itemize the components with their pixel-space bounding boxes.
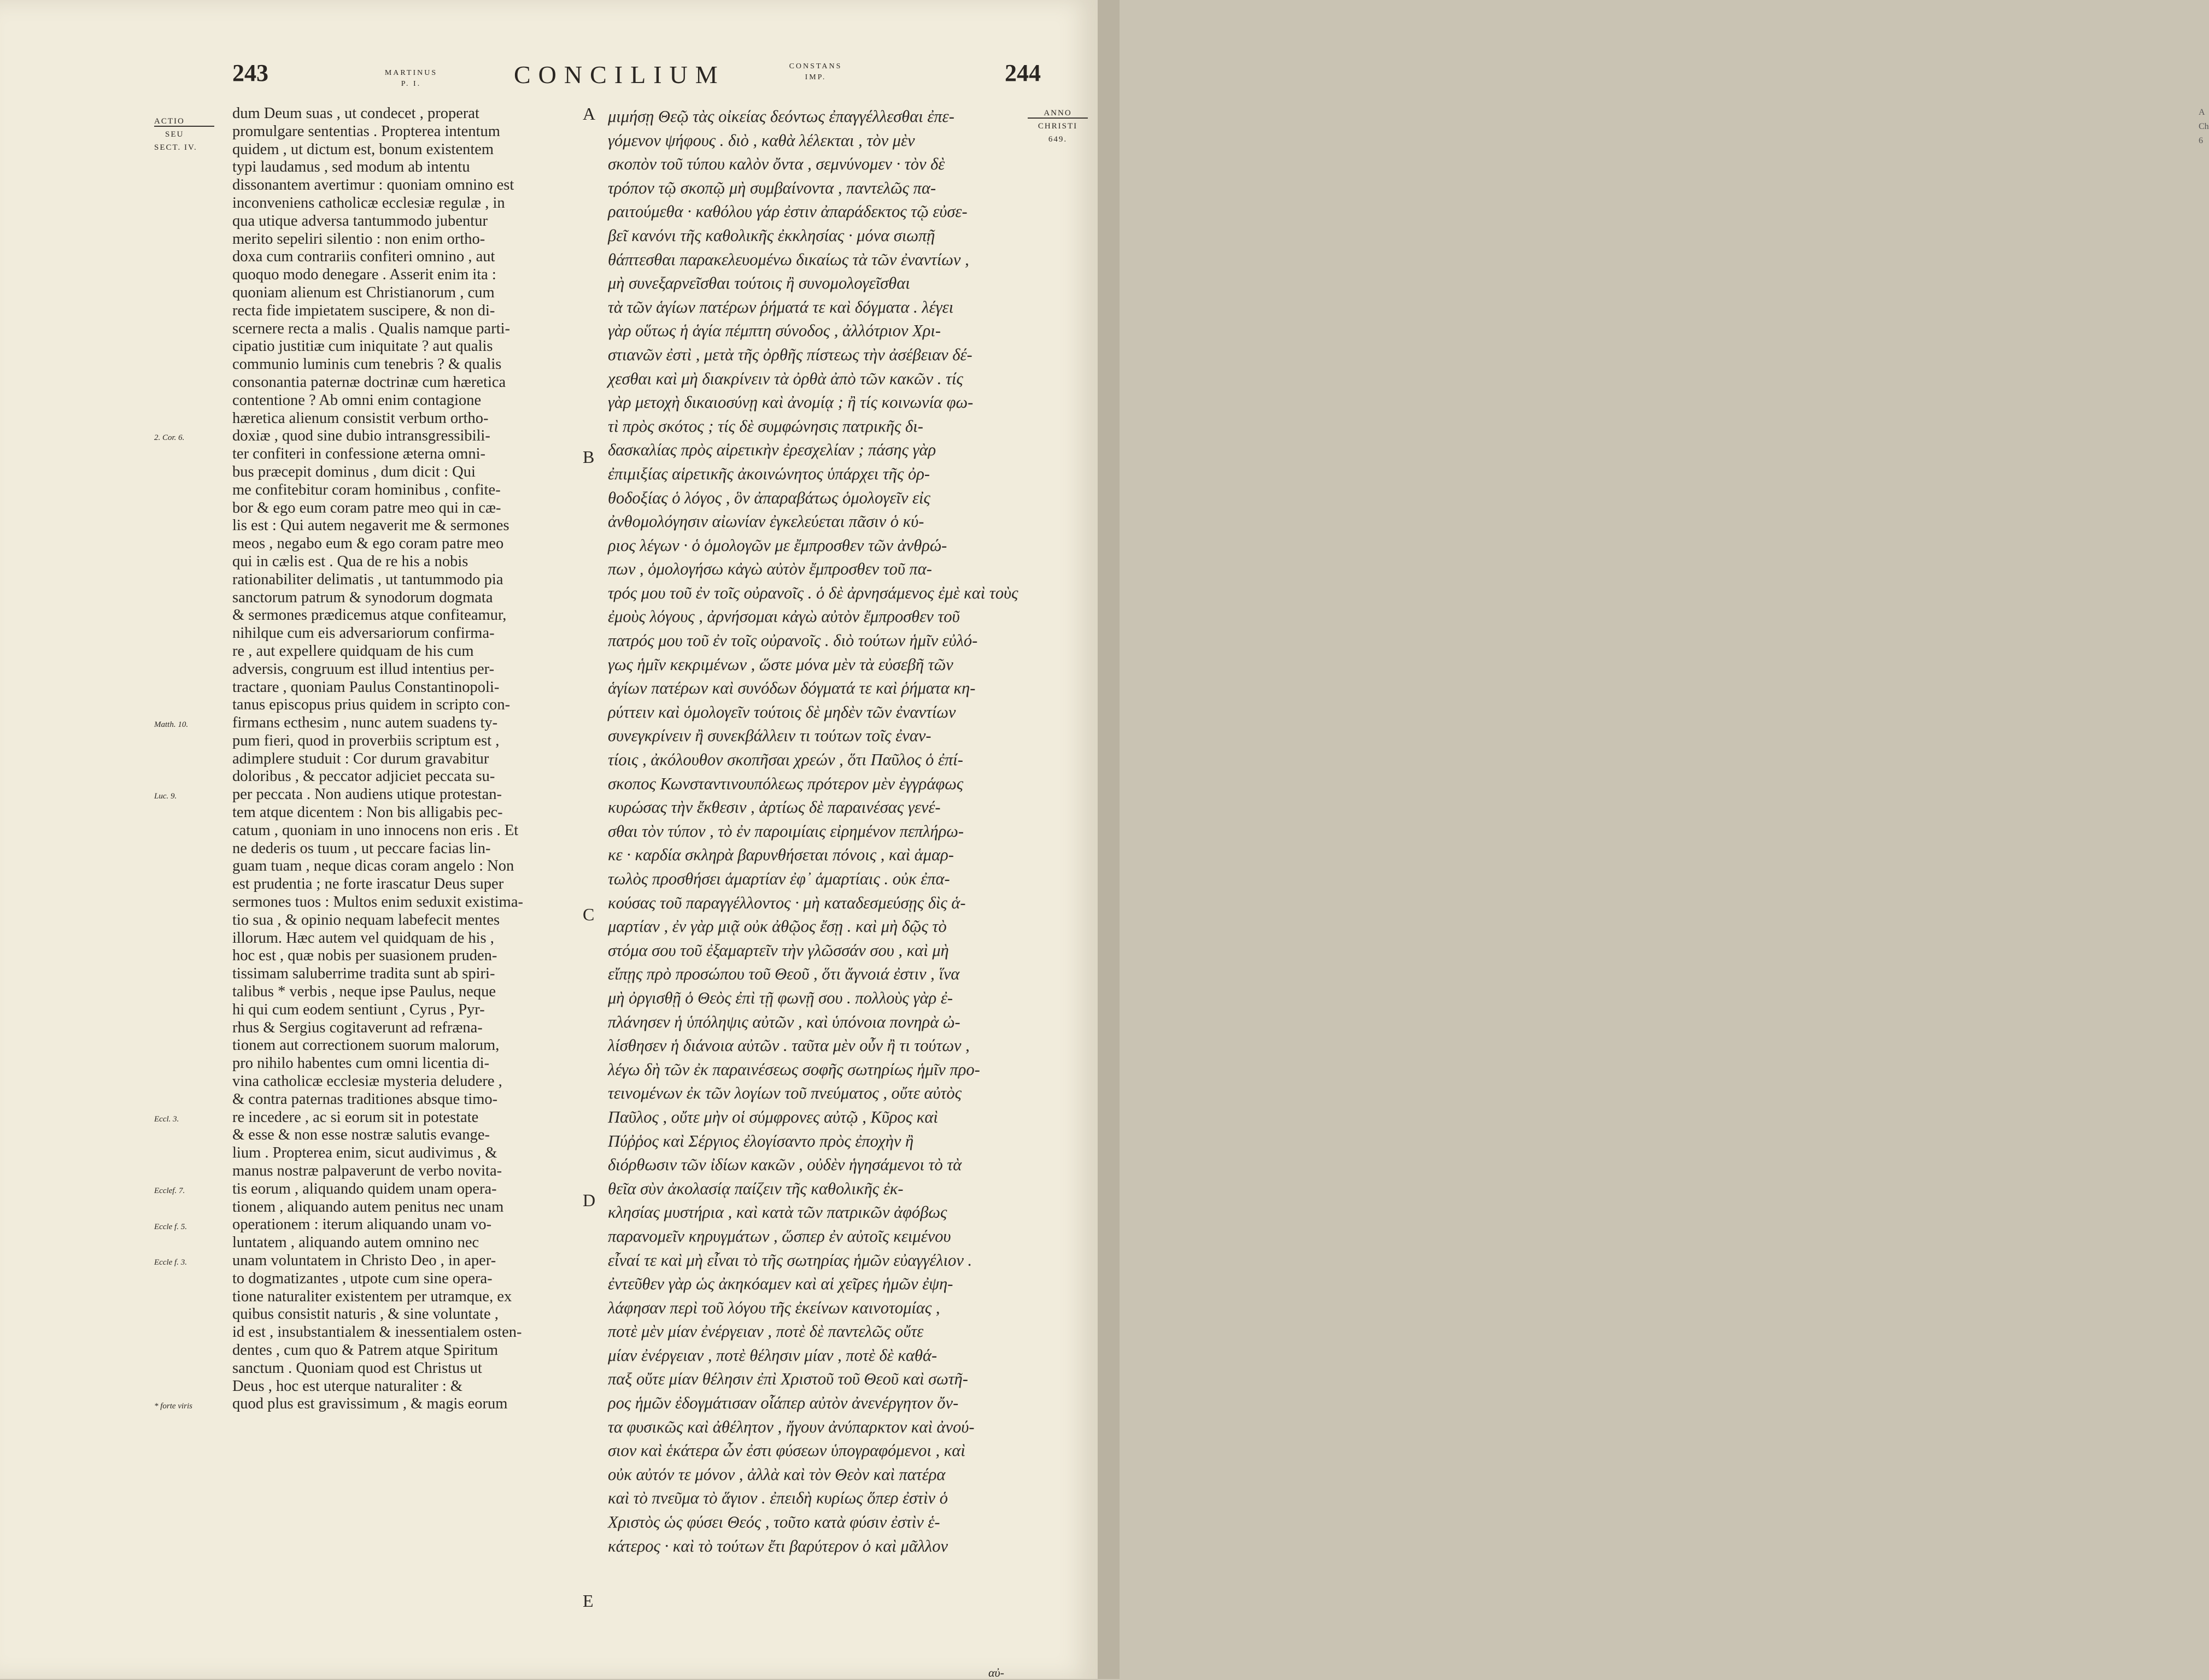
latin-line: ne dederis os tuum , ut peccare facias lin- (232, 839, 491, 857)
header-left-small-line: P. I. (401, 80, 421, 88)
greek-line: τὰ τῶν ἁγίων πατέρων ῥήματά τε καὶ δόγματα . λέγει (608, 297, 954, 316)
latin-line: unam voluntatem in Christo Deo , in aper- (232, 1252, 496, 1269)
greek-line: ποτὲ μὲν μίαν ἐνέργειαν , ποτὲ δὲ παντελῶς οὔτε (608, 1322, 924, 1341)
facing-page-edge (1098, 0, 2209, 1679)
latin-line: doloribus , & peccator adjiciet peccata su- (232, 768, 495, 785)
latin-line: promulgare sententias . Propterea intentum (232, 122, 500, 140)
greek-line: γόμενον ψήφους . διὸ , καθὰ λέλεκται , τὸν μὲν (608, 131, 915, 150)
greek-line: σκοπος Κωνσταντινουπόλεως πρότερον μὲν ἐγγράφως (608, 774, 964, 793)
greek-line: λίσθησεν ἡ διάνοια αὐτῶν . ταῦτα μὲν οὖν ἢ τι τούτων , (608, 1036, 970, 1055)
acta-margin-heading (154, 115, 197, 154)
latin-line: sermones tuos : Multos enim seduxit existima- (232, 894, 523, 911)
acta-line: ACTIO (154, 117, 185, 126)
latin-line: & sermones prædicemus atque confiteamur, (232, 607, 507, 624)
latin-line: & contra paternas traditiones absque timo- (232, 1090, 498, 1108)
latin-line: adimplere studuit : Cor durum gravabitur (232, 750, 489, 767)
latin-line: re , aut expellere quidquam de his cum (232, 642, 474, 660)
greek-line: στιανῶν ἐστὶ , μετὰ τῆς ὀρθῆς πίστεως τὴν ἀσέβειαν δέ- (608, 345, 972, 364)
latin-line: scernere recta a malis . Qualis namque parti- (232, 320, 511, 337)
acta-line: SECT. IV. (154, 143, 197, 152)
latin-line: contentione ? Ab omni enim contagione (232, 391, 482, 409)
section-marker-letter: A (583, 104, 596, 124)
header-right-small-line: CONSTANS (789, 62, 842, 71)
latin-line: tione naturaliter existentem per utramque, ex (232, 1288, 512, 1305)
latin-line: firmans ecthesim , nunc autem suadens ty- (232, 714, 498, 732)
greek-line: Πύῤῥος καὶ Σέργιος ἐλογίσαντο πρὸς ἐποχὴν ἢ (608, 1131, 914, 1150)
anno-line: CHRISTI (1038, 122, 1078, 131)
latin-line: inconveniens catholicæ ecclesiæ regulæ , in (232, 194, 505, 212)
latin-line: ter confiteri in confessione æterna omni- (232, 445, 485, 463)
header-right-small-line: IMP. (805, 73, 827, 81)
greek-line: τωλὸς προσθήσει ἁμαρτίαν ἐφ᾽ ἁμαρτίαις . οὐκ ἐπα- (608, 870, 950, 888)
edge-letter: A (2199, 108, 2205, 117)
latin-line: tem atque dicentem : Non bis alligabis pec- (232, 804, 503, 821)
latin-line: manus nostræ palpaverunt de verbo novita- (232, 1162, 502, 1180)
latin-line: me confitebitur coram hominibus , confite- (232, 481, 501, 498)
scripture-reference-note: Matth. 10. (154, 720, 189, 730)
latin-line: per peccata . Non audiens utique protestan- (232, 786, 502, 803)
latin-line: talibus * verbis , neque ipse Paulus, neque (232, 983, 496, 1001)
greek-line: πατρός μου τοῦ ἐν τοῖς οὐρανοῖς . διὸ τούτων ἡμῖν εὐλό- (608, 631, 978, 650)
greek-line: βεῖ κανόνι τῆς καθολικῆς ἐκκλησίας · μόνα σιωπῇ (608, 226, 935, 245)
greek-line: ριος λέγων · ὁ ὁμολογῶν με ἔμπροσθεν τῶν ἀνθρώ- (608, 536, 947, 555)
latin-line: tanus episcopus prius quidem in scripto con- (232, 696, 511, 714)
greek-line: καὶ τὸ πνεῦμα τὸ ἅγιον . ἐπειδὴ κυρίως ὅπερ ἐστὶν ὁ (608, 1489, 948, 1508)
edge-letter: 6 (2199, 136, 2203, 145)
latin-line: quoniam alienum est Christianorum , cum (232, 284, 495, 301)
greek-line: παρανομεῖν κηρυγμάτων , ὥσπερ ἐν αὐτοῖς κειμένου (608, 1226, 951, 1246)
greek-line: ἐντεῦθεν γὰρ ὡς ἀκηκόαμεν καὶ αἱ χεῖρες ἡμῶν ἐψη- (608, 1274, 953, 1294)
greek-line: Παῦλος , οὔτε μὴν οἱ σύμφρονες αὐτῷ , Κῦρος καὶ (608, 1107, 938, 1126)
scripture-reference-note: Eccle f. 5. (154, 1222, 187, 1231)
greek-line: εἴπῃς πρὸ προσώπου τοῦ Θεοῦ , ὅτι ἄγνοιά ἐστιν , ἵνα (608, 965, 960, 984)
greek-line: χεσθαι καὶ μὴ διακρίνειν τὰ ὀρθὰ ἀπὸ τῶν κακῶν . τίς (608, 369, 963, 388)
latin-line: hæretica alienum consistit verbum ortho- (232, 409, 489, 427)
latin-line: tionem , aliquando autem penitus nec unam (232, 1198, 504, 1215)
greek-line: γὰρ μετοχὴ δικαιοσύνῃ καὶ ἀνομίᾳ ; ἢ τίς κοινωνία φω- (608, 393, 974, 412)
scripture-reference-note: 2. Cor. 6. (154, 433, 185, 443)
greek-line: ρύττειν καὶ ὁμολογεῖν τούτοις δὲ μηδὲν τῶν ἐναντίων (608, 702, 956, 721)
greek-line: τὶ πρὸς σκότος ; τίς δὲ συμφώνησις πατρικῆς δι- (608, 416, 923, 436)
latin-line: operationem : iterum aliquando unam vo- (232, 1216, 492, 1233)
latin-line: sanctorum patrum & synodorum dogmata (232, 589, 493, 606)
latin-line: bus præcepit dominus , dum dicit : Qui (232, 463, 476, 480)
greek-line: κυρώσας τὴν ἔκθεσιν , ἀρτίως δὲ παραινέσας γενέ- (608, 798, 941, 817)
latin-line: quibus consistit naturis , & sine voluntate , (232, 1306, 499, 1323)
latin-line: Deus , hoc est uterque naturaliter : & (232, 1377, 463, 1395)
latin-text-column (232, 105, 574, 1413)
greek-line: στόμα σου τοῦ ἐξαμαρτεῖν τὴν γλῶσσάν σου , καὶ μὴ (608, 941, 949, 960)
latin-line: rhus & Sergius cogitaverunt ad refræna- (232, 1019, 483, 1036)
latin-line: tio sua , & opinio nequam labefecit mentes (232, 911, 500, 929)
section-marker-letter: B (583, 447, 595, 467)
latin-line: catum , quoniam in uno innocens non eris . Et (232, 821, 519, 839)
header-left-small (378, 68, 444, 90)
latin-line: bor & ego eum coram patre meo qui in cæ- (232, 499, 501, 516)
latin-line: est prudentia ; ne forte irascatur Deus super (232, 876, 504, 893)
latin-line: typi laudamus , sed modum ab intentu (232, 158, 470, 176)
greek-line: τρόπον τῷ σκοπῷ μὴ συμβαίνοντα , παντελῶς πα- (608, 178, 936, 197)
anno-line: 649. (1048, 135, 1068, 144)
latin-line: luntatem , aliquando autem omnino nec (232, 1234, 479, 1252)
greek-line: συνεγκρίνειν ἢ συνεκβάλλειν τι τούτων τοῖς ἐναν- (608, 726, 931, 745)
greek-line: μιμήσῃ Θεῷ τὰς οἰκείας δεόντως ἐπαγγέλλεσθαι ἐπε- (608, 107, 954, 126)
greek-line: θεῖα σὺν ἀκολασίᾳ παίζειν τῆς καθολικῆς ἐκ- (608, 1179, 904, 1198)
scripture-reference-note: Luc. 9. (154, 792, 177, 801)
scripture-reference-note: * forte viris (154, 1401, 192, 1411)
greek-line: θάπτεσθαι παρακελευομένω δικαίως τὰ τῶν ἐναντίων , (608, 250, 969, 269)
greek-line: κάτερος · καὶ τὸ τούτων ἔτι βαρύτερον ὁ καὶ μᾶλλον (608, 1536, 948, 1555)
running-title: CONCILIUM (514, 61, 725, 89)
greek-line: μίαν ἐνέργειαν , ποτὲ θέλησιν μίαν , ποτὲ δὲ καθά- (608, 1346, 937, 1365)
scripture-reference-note: Eccle f. 3. (154, 1258, 187, 1267)
greek-line: κούσας τοῦ παραγγέλλοντος · μὴ καταδεσμεύσῃς δὶς ἁ- (608, 893, 966, 912)
latin-line: tis eorum , aliquando quidem unam opera- (232, 1180, 497, 1197)
latin-line: qui in cælis est . Qua de re his a nobis (232, 553, 468, 570)
latin-line: nihilque cum eis adversariorum confirma- (232, 625, 495, 642)
latin-line: pum fieri, quod in proverbiis scriptum est , (232, 732, 500, 749)
latin-line: vina catholicæ ecclesiæ mysteria deludere , (232, 1073, 502, 1090)
greek-line: Χριστὸς ὡς φύσει Θεός , τοῦτο κατὰ φύσιν ἐστὶν ἑ- (608, 1513, 940, 1532)
greek-line: μὴ ὀργισθῇ ὁ Θεὸς ἐπὶ τῇ φωνῇ σου . πολλοὺς γὰρ ἐ- (608, 988, 953, 1007)
scripture-reference-note: Eccl. 3. (154, 1114, 179, 1124)
section-marker-letter: D (583, 1190, 596, 1211)
greek-line: τα φυσικῶς καὶ ἀθέλητον , ἤγουν ἀνύπαρκτον καὶ ἀνού- (608, 1417, 975, 1436)
latin-line: doxa cum contrariis confiteri omnino , aut (232, 248, 495, 266)
latin-line: merito sepeliri silentio : non enim ortho- (232, 230, 485, 248)
latin-line: quidem , ut dictum est, bonum existentem (232, 140, 494, 158)
greek-line: κλησίας μυστήρια , καὶ κατὰ τῶν πατρικῶν ἀφόβως (608, 1203, 947, 1222)
greek-line: διόρθωσιν τῶν ἰδίων κακῶν , οὐδὲν ἡγησάμενοι τὸ τὰ (608, 1155, 962, 1174)
latin-line: communio luminis cum tenebris ? & qualis (232, 356, 502, 373)
greek-line: μὴ συνεξαρνεῖσθαι τούτοις ἢ συνομολογεῖσθαι (608, 274, 910, 293)
right-page-number: 244 (1005, 60, 1041, 86)
greek-line: μαρτίαν , ἐν γὰρ μιᾷ οὐκ ἀθῷος ἔσῃ . καὶ μὴ δῷς τὸ (608, 917, 947, 936)
section-marker-letter: C (583, 904, 595, 924)
latin-line: quoquo modo denegare . Asserit enim ita : (232, 266, 496, 284)
latin-line: hoc est , quæ nobis per suasionem pruden- (232, 947, 497, 965)
latin-line: qua utique adversa tantummodo jubentur (232, 212, 488, 230)
greek-line: πων , ὁμολογήσω κἀγὼ αὐτὸν ἔμπροσθεν τοῦ πα- (608, 560, 932, 579)
greek-line: σιον καὶ ἑκάτερα ὧν ἐστι φύσεων ὑπογραφόμενοι , καὶ (608, 1441, 965, 1460)
latin-line: quod plus est gravissimum , & magis eorum (232, 1395, 508, 1413)
scripture-reference-note: Ecclef. 7. (154, 1186, 185, 1195)
greek-line: ραιτούμεθα · καθόλου γάρ ἐστιν ἀπαράδεκτος τῷ εὐσε- (608, 202, 968, 221)
latin-line: id est , insubstantialem & inessentialem osten- (232, 1324, 522, 1341)
left-page-number: 243 (232, 60, 268, 86)
latin-line: re incedere , ac si eorum sit in potestate (232, 1108, 479, 1126)
latin-line: tionem aut correctionem suorum malorum, (232, 1037, 500, 1054)
latin-line: meos , negabo eum & ego coram patre meo (232, 535, 504, 553)
latin-line: cipatio justitiæ cum iniquitate ? aut qualis (232, 338, 493, 355)
latin-line: dissonantem avertimur : quoniam omnino est (232, 177, 514, 194)
greek-line: θοδοξίας ὁ λόγος , ὃν ἀπαραβάτως ὁμολογεῖν εἰς (608, 488, 930, 507)
greek-line: κε · καρδία σκληρὰ βαρυνθήσεται πόνοις , καὶ ἁμαρ- (608, 845, 954, 865)
latin-line: lis est : Qui autem negaverit me & sermones (232, 517, 509, 534)
latin-line: guam tuam , neque dicas coram angelo : Non (232, 857, 514, 875)
latin-line: dum Deum suas , ut condecet , properat (232, 105, 479, 122)
greek-line: γὰρ οὕτως ἡ ἁγία πέμπτη σύνοδος , ἀλλότριον Χρι- (608, 321, 941, 340)
latin-line: consonantia paternæ doctrinæ cum hæretica (232, 373, 506, 391)
anno-rule (1028, 118, 1088, 119)
catchword: αὐ- (988, 1666, 1004, 1679)
latin-line: recta fide impietatem suscipere, & non di- (232, 302, 495, 319)
section-marker-letter: E (583, 1590, 594, 1611)
header-right-small (783, 61, 848, 83)
latin-line: tissimam saluberrime tradita sunt ab spiri- (232, 965, 495, 983)
header-left-small-line: MARTINUS (384, 69, 438, 77)
greek-line: τεινομένων ἐκ τῶν λογίων τοῦ πνεύματος , οὔτε αὐτὸς (608, 1084, 962, 1103)
greek-line: πλάνησεν ἡ ὑπόληψις αὐτῶν , καὶ ὑπόνοια πονηρὰ ὠ- (608, 1012, 960, 1031)
greek-line: δασκαλίας πρὸς αἱρετικὴν ἐρεσχελίαν ; πάσης γὰρ (608, 440, 936, 460)
latin-line: & esse & non esse nostræ salutis evange- (232, 1126, 490, 1144)
anno-line: ANNO (1044, 109, 1072, 118)
latin-line: tractare , quoniam Paulus Constantinopoli- (232, 678, 500, 696)
greek-line: ἐμοὺς λόγους , ἀρνήσομαι κἀγὼ αὐτὸν ἔμπροσθεν τοῦ (608, 607, 960, 626)
latin-line: dentes , cum quo & Patrem atque Spiritum (232, 1341, 499, 1359)
greek-line: παξ οὔτε μίαν θέλησιν ἐπὶ Χριστοῦ τοῦ Θεοῦ καὶ σωτῆ- (608, 1370, 968, 1389)
greek-line: σκοπὸν τοῦ τύπου καλὸν ὄντα , σεμνύνομεν · τὸν δὲ (608, 155, 945, 174)
acta-rule (154, 126, 214, 127)
latin-line: illorum. Hæc autem vel quidquam de his , (232, 929, 494, 947)
acta-line: SEU (165, 130, 184, 139)
latin-line: adversis, congruum est illud intentius per- (232, 660, 495, 678)
greek-line: ρος ἡμῶν ἐδογμάτισαν οἷάπερ αὐτὸν ἀνενέργητον ὄν- (608, 1394, 959, 1413)
anno-margin-heading (1028, 107, 1088, 146)
latin-line: hi qui cum eodem sentiunt , Cyrus , Pyr- (232, 1001, 485, 1018)
latin-line: lium . Propterea enim, sicut audivimus , & (232, 1144, 497, 1162)
edge-letter: Ch (2199, 122, 2209, 131)
greek-line: ἁγίων πατέρων καὶ συνόδων δόγματά τε καὶ ῥήματα κη- (608, 679, 976, 698)
greek-text-column (608, 105, 1023, 1558)
greek-line: γως ἡμῖν κεκριμένων , ὥστε μόνα μὲν τὰ εὐσεβῆ τῶν (608, 655, 953, 674)
latin-line: doxiæ , quod sine dubio intransgressibili- (232, 427, 490, 445)
greek-line: σθαι τὸν τύπον , τὸ ἐν παροιμίαις εἰρημένον πεπλήρω- (608, 821, 964, 841)
greek-line: εἶναί τε καὶ μὴ εἶναι τὸ τῆς σωτηρίας ἡμῶν εὐαγγέλιον . (608, 1250, 972, 1270)
greek-line: οὐκ αὐτόν τε μόνον , ἀλλὰ καὶ τὸν Θεὸν καὶ πατέρα (608, 1465, 946, 1484)
latin-line: to dogmatizantes , utpote cum sine opera- (232, 1270, 493, 1287)
latin-line: rationabiliter delimatis , ut tantummodo pia (232, 571, 503, 588)
greek-line: ἀνθομολόγησιν αἰωνίαν ἐγκελεύεται πᾶσιν ὁ κύ- (608, 512, 924, 531)
latin-line: pro nihilo habentes cum omni licentia di- (232, 1055, 490, 1072)
greek-line: τρός μου τοῦ ἐν τοῖς οὐρανοῖς . ὁ δὲ ἀρνησάμενος ἐμὲ καὶ τοὺς (608, 583, 1018, 602)
greek-line: λέγω δὴ τῶν ἐκ παραινέσεως σοφῆς σωτηρίως ἡμῖν προ- (608, 1060, 980, 1079)
latin-line: sanctum . Quoniam quod est Christus ut (232, 1359, 482, 1377)
greek-line: ἐπιμιξίας αἱρετικῆς ἀκοινώνητος ὑπάρχει τῆς ὀρ- (608, 464, 930, 483)
greek-line: λάφησαν περὶ τοῦ λόγου τῆς ἐκείνων καινοτομίας , (608, 1298, 940, 1317)
greek-line: τίοις , ἀκόλουθον σκοπῆσαι χρεών , ὅτι Παῦλος ὁ ἐπί- (608, 750, 963, 769)
